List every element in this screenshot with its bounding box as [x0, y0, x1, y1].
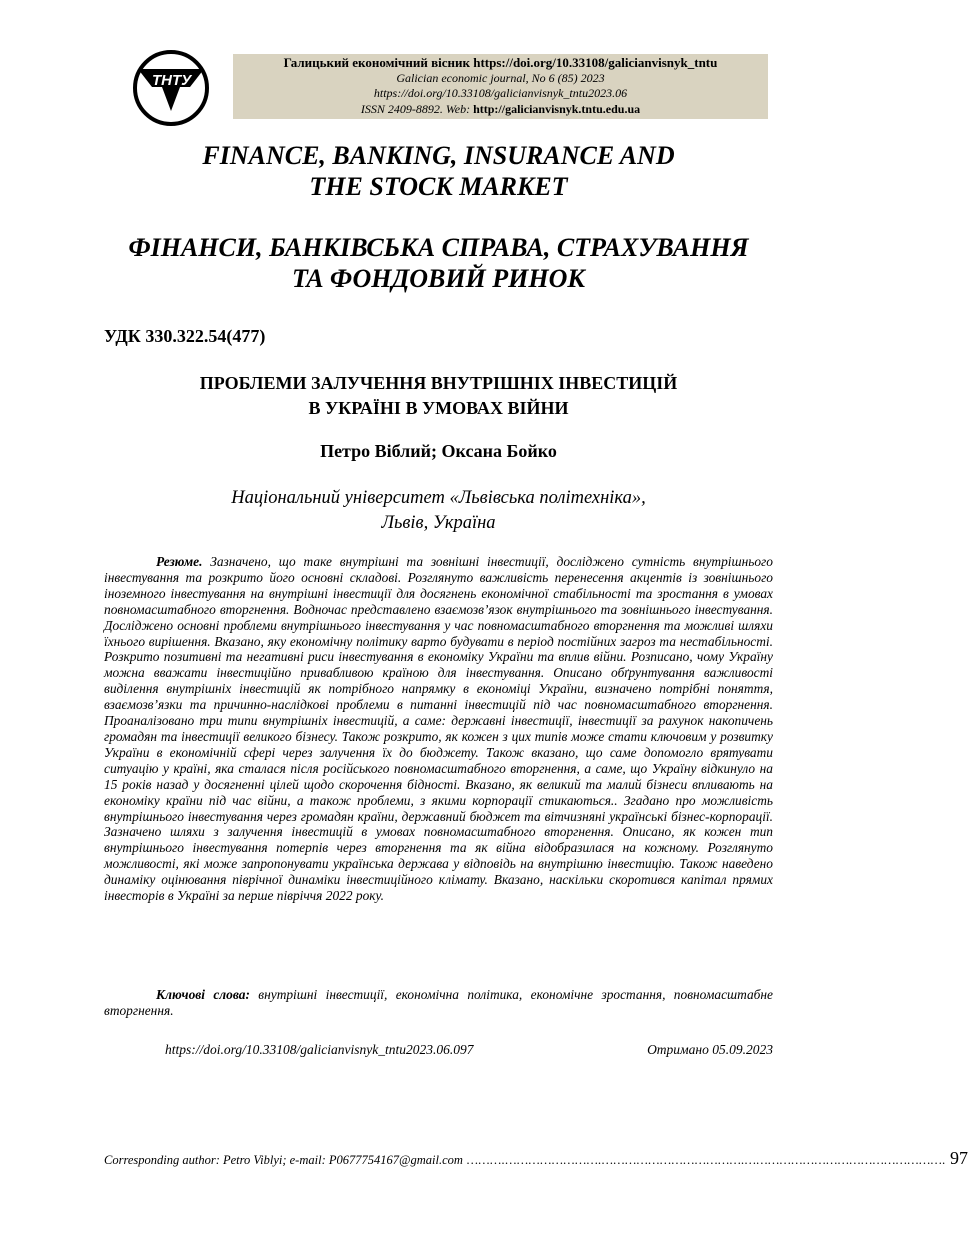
- affiliation: [0, 486, 877, 536]
- keywords-label: Ключові слова:: [156, 987, 250, 1002]
- issn: ISSN 2409-8892. Web:: [360, 101, 471, 116]
- issn-line: [233, 102, 768, 118]
- journal-web-link[interactable]: http://galicianvisnyk.tntu.edu.ua: [473, 101, 641, 116]
- section-heading-en: [0, 140, 877, 202]
- article-title: [0, 371, 877, 421]
- issue-doi: https://doi.org/10.33108/galicianvisnyk_tntu2023.06: [373, 86, 628, 100]
- section-heading-ua: [0, 232, 877, 294]
- abstract-label: Резюме.: [156, 554, 203, 569]
- affiliation-line1: Національний університет «Львівська політехніка»,: [231, 488, 646, 508]
- keywords-text: внутрішні інвестиції, економічна політика, економічне зростання, повномасштабне вторгнення.: [104, 987, 773, 1018]
- article-title-line1: ПРОБЛЕМИ ЗАЛУЧЕННЯ ВНУТРІШНІХ ІНВЕСТИЦІЙ: [199, 373, 678, 393]
- abstract: [104, 554, 773, 904]
- page-number: 97: [950, 1148, 968, 1168]
- section-heading-ua-line1: ФІНАНСИ, БАНКІВСЬКА СПРАВА, СТРАХУВАННЯ: [128, 233, 749, 262]
- footer-leader-dots: ……….…………………….……………………………….…………………………………………….: [466, 1153, 947, 1167]
- journal-title-ua: Галицький економічний вісник https://doi.org/10.33108/galicianvisnyk_tntu: [283, 55, 718, 70]
- article-doi[interactable]: https://doi.org/10.33108/galicianvisnyk_tntu2023.06.097: [165, 1042, 474, 1057]
- abstract-text: Зазначено, що таке внутрішні та зовнішні інвестиції, досліджено сутність внутрішнього інвестування та розкрито його основні складові. Розглянуто важливість перенесення акцентів із зовнішнього іноземного інвестування на внутрішні інвестиції для досягнень економічної стабільності та зростання в умовах повномасштабного вторгнення. Водночас представлено взаємозв’язок внутрішнього та зовнішнього інвестування. Досліджено основні проблеми внутрішнього інвестування у час повномасштабного вторгнення та можливі шляхи їхнього вирішення. Вказано, яку економічну політику варто будувати в період постійних загроз та нестабільності. Розкрито позитивні та негативні риси інвестування в економіку України та вплив війни. Розписано, чому Україну можна вважати інвестиційно привабливою країною для інвестування. Описано обґрунтування важливості виділення внутрішніх інвестицій як потрібного напрямку в економіці України, визначено потрібні поняття, взаємозв’язки та причинно-наслідкові проблеми в питанні інвестицій під час повномасштабного вторгнення. Проаналізовано три типи внутрішніх інвестицій, а саме: державні інвестиції, інвестиції за рахунок накопичень громадян та інвестиції великого бізнесу. Також розкрито, як кожен з цих типів може стати ключовим у розвитку України в економічній сфері через залучення їх до бюджету. Також вказано, що саме допомогло врятувати ситуацію у країні, яка сталася після російського повномасштабного вторгнення, а саме, що Україну відкинуло на 15 років назад у досягненні цілей щодо скорочення бідності. Вказано, як великий та малий бізнеси впливають на економіку країни під час війни, а також проблеми, з якими корпорації стикаються.. Згадано про можливість внутрішнього інвестування через громадян країни, державний бюджет та вітчизняні українські бізнес-корпорації. Зазначено шляхи з залучення інвестицій в умовах повномасштабного вторгнення. Описано, як кожен тип внутрішнього інвестування потерпів через вторгнення та як війна відобразилася на кожному. Розглянуто можливості, які може запропонувати українська держава у відповідь на внутрішню інвестицію. Також наведено динаміку оцінювання піврічної динаміки інвестиційного клімату. Вказано, наскільки скоротився капітал прямих інвесторів в Україні за перше півріччя 2022 року.: [104, 554, 773, 904]
- page-footer: [104, 1148, 968, 1169]
- section-heading-ua-line2: ТА ФОНДОВИЙ РИНОК: [291, 264, 586, 293]
- logo-text: ТНТУ: [152, 72, 192, 89]
- journal-logo: [130, 47, 212, 129]
- journal-title-en: Galician economic journal, No 6 (85) 2023: [396, 70, 605, 85]
- affiliation-line2: Львів, Україна: [381, 513, 496, 533]
- corresponding-author: Corresponding author: Petro Viblyi; e-mail: P0677754167@gmail.com: [104, 1153, 463, 1167]
- article-title-line2: В УКРАЇНІ В УМОВАХ ВІЙНИ: [308, 398, 569, 418]
- authors: Петро Віблий; Оксана Бойко: [320, 441, 557, 461]
- journal-header-box: [233, 54, 768, 119]
- keywords: [104, 987, 773, 1019]
- udk-code: УДК 330.322.54(477): [104, 326, 266, 346]
- section-heading-en-line1: FINANCE, BANKING, INSURANCE AND: [202, 141, 675, 170]
- section-heading-en-line2: THE STOCK MARKET: [309, 172, 568, 201]
- received-date: Отримано 05.09.2023: [647, 1042, 773, 1057]
